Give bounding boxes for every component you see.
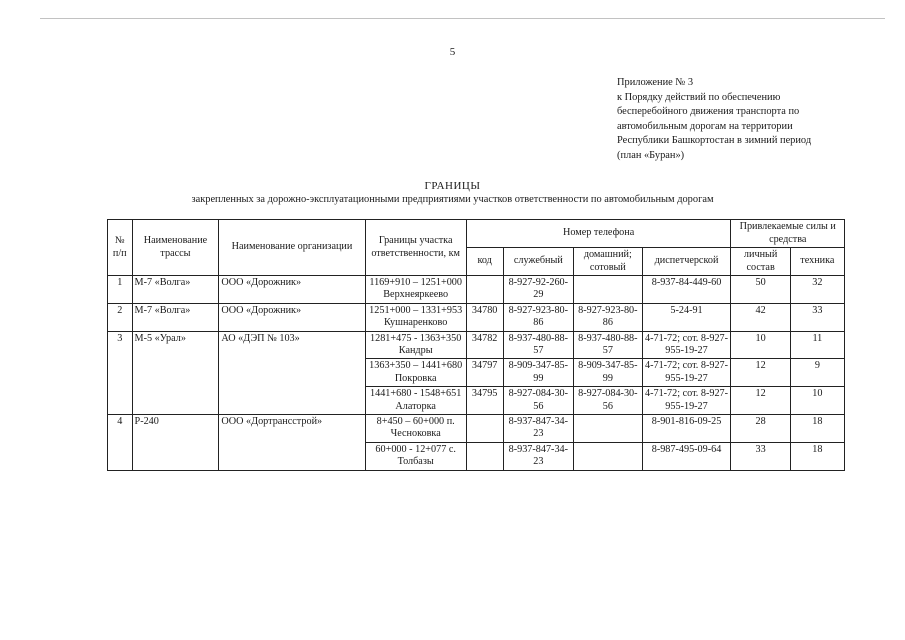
cell-bounds: 1363+350 – 1441+680 Покровка: [365, 359, 466, 387]
cell-home-phone: 8-937-480-88-57: [574, 331, 642, 359]
cell-equipment: 11: [790, 331, 844, 359]
cell-equipment: 9: [790, 359, 844, 387]
header-bounds: Границы участка ответственности, км: [365, 220, 466, 276]
header-code: код: [466, 248, 503, 276]
cell-equipment: 33: [790, 303, 844, 331]
table-row: [108, 415, 845, 443]
cell-equipment: 18: [790, 415, 844, 443]
cell-road: М-7 «Волга»: [132, 276, 219, 304]
appendix-line: бесперебойного движения транспорта по: [617, 106, 800, 118]
cell-bounds: 1169+910 – 1251+000 Верхнеяркеево: [365, 276, 466, 304]
cell-staff: 10: [731, 331, 790, 359]
cell-equipment: 32: [790, 276, 844, 304]
cell-organization: ООО «Дорожник»: [219, 276, 365, 304]
cell-home-phone: [574, 442, 642, 470]
cell-staff: 28: [731, 415, 790, 443]
cell-bounds: 1441+680 - 1548+651 Алаторка: [365, 387, 466, 415]
header-road: Наименование трассы: [132, 220, 219, 276]
appendix-line: к Порядку действий по обеспечению: [617, 91, 781, 103]
cell-staff: 33: [731, 442, 790, 470]
appendix-line: Приложение № 3: [617, 77, 694, 88]
cell-home-phone: 8-927-923-80-86: [574, 303, 642, 331]
cell-staff: 50: [731, 276, 790, 304]
cell-dispatch-phone: 4-71-72; сот. 8-927-955-19-27: [642, 331, 731, 359]
cell-code: [466, 276, 503, 304]
cell-home-phone: [574, 415, 642, 443]
cell-num: 1: [108, 276, 133, 304]
cell-home-phone: 8-927-084-30-56: [574, 387, 642, 415]
header-dispatch: диспетчерской: [642, 248, 731, 276]
cell-bounds: 60+000 - 12+077 с. Толбазы: [365, 442, 466, 470]
header-office: служебный: [503, 248, 574, 276]
responsibility-table: [107, 219, 845, 471]
cell-num: 2: [108, 303, 133, 331]
cell-dispatch-phone: 4-71-72; сот. 8-927-955-19-27: [642, 359, 731, 387]
cell-staff: 12: [731, 387, 790, 415]
cell-home-phone: 8-909-347-85-99: [574, 359, 642, 387]
cell-dispatch-phone: 8-901-816-09-25: [642, 415, 731, 443]
cell-office-phone: 8-927-92-260-29: [503, 276, 574, 304]
appendix-line: (план «Буран»): [617, 149, 685, 161]
appendix-line: автомобильным дорогам на территории: [617, 120, 793, 132]
cell-office-phone: 8-937-847-34-23: [503, 442, 574, 470]
cell-office-phone: 8-909-347-85-99: [503, 359, 574, 387]
cell-dispatch-phone: 5-24-91: [642, 303, 731, 331]
cell-road: М-5 «Урал»: [132, 331, 219, 414]
cell-bounds: 8+450 – 60+000 п. Чесноковка: [365, 415, 466, 443]
cell-organization: ООО «Дорожник»: [219, 303, 365, 331]
cell-dispatch-phone: 8-937-84-449-60: [642, 276, 731, 304]
cell-num: 4: [108, 415, 133, 471]
table-row: [108, 303, 845, 331]
appendix-note: [617, 76, 877, 164]
cell-equipment: 18: [790, 442, 844, 470]
cell-code: [466, 415, 503, 443]
table-row: [108, 331, 845, 359]
cell-office-phone: 8-927-084-30-56: [503, 387, 574, 415]
cell-road: Р-240: [132, 415, 219, 471]
cell-code: 34797: [466, 359, 503, 387]
cell-code: [466, 442, 503, 470]
cell-organization: АО «ДЭП № 103»: [219, 331, 365, 414]
cell-office-phone: 8-927-923-80-86: [503, 303, 574, 331]
header-equipment: техника: [790, 248, 844, 276]
cell-home-phone: [574, 276, 642, 304]
header-phone-group: Номер телефона: [466, 220, 731, 248]
cell-code: 34782: [466, 331, 503, 359]
header-forces-group: Привлекаемые силы и средства: [731, 220, 845, 248]
header-num: № п/п: [108, 220, 133, 276]
cell-staff: 42: [731, 303, 790, 331]
cell-num: 3: [108, 331, 133, 414]
appendix-line: Республики Башкортостан в зимний период: [617, 135, 812, 147]
header-staff: личный состав: [731, 248, 790, 276]
cell-office-phone: 8-937-480-88-57: [503, 331, 574, 359]
cell-bounds: 1281+475 - 1363+350 Кандры: [365, 331, 466, 359]
scan-artifact-line: [40, 18, 885, 19]
document-subtitle: закрепленных за дорожно-эксплуатационными предприятиями участков ответственности по автомобильным дорогам: [191, 194, 714, 205]
cell-road: М-7 «Волга»: [132, 303, 219, 331]
cell-staff: 12: [731, 359, 790, 387]
cell-code: 34795: [466, 387, 503, 415]
cell-equipment: 10: [790, 387, 844, 415]
document-title: ГРАНИЦЫ: [424, 180, 481, 192]
header-organization: Наименование организации: [219, 220, 365, 276]
cell-office-phone: 8-937-847-34-23: [503, 415, 574, 443]
table-row: [108, 276, 845, 304]
page-number: 5: [449, 46, 456, 58]
cell-organization: ООО «Дортрансстрой»: [219, 415, 365, 471]
cell-dispatch-phone: 4-71-72; сот. 8-927-955-19-27: [642, 387, 731, 415]
header-home: домашний; сотовый: [574, 248, 642, 276]
cell-code: 34780: [466, 303, 503, 331]
cell-bounds: 1251+000 – 1331+953 Кушнаренково: [365, 303, 466, 331]
cell-dispatch-phone: 8-987-495-09-64: [642, 442, 731, 470]
